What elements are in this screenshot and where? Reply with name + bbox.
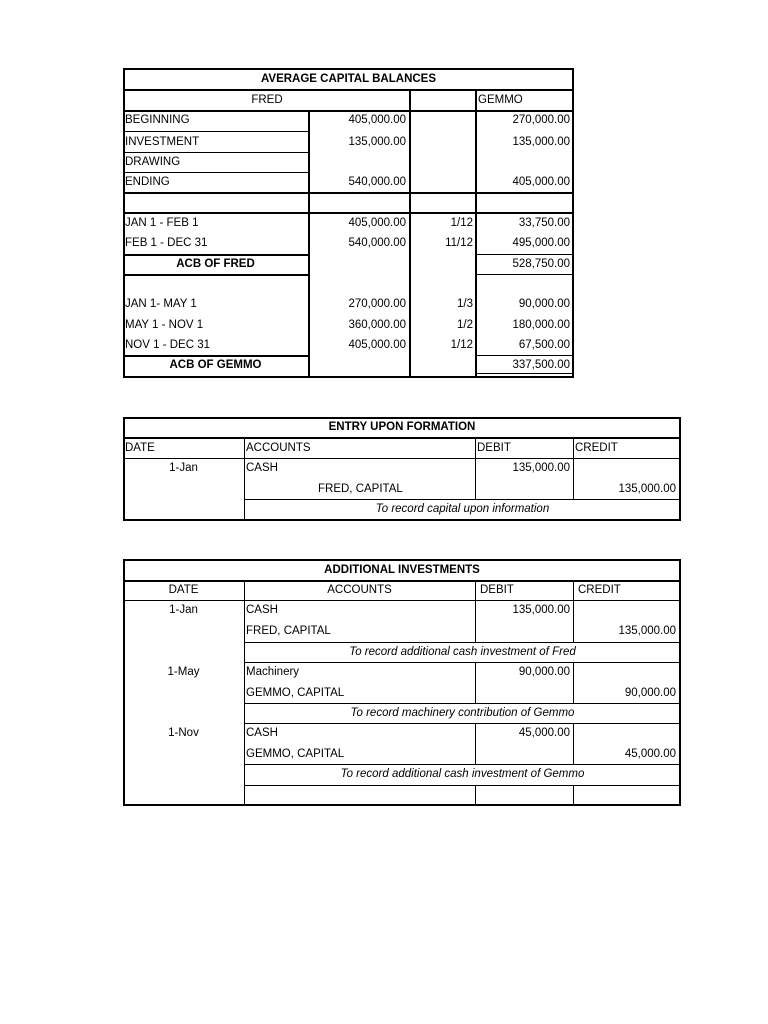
- entry-date: 1-Jan: [169, 604, 198, 616]
- gemmo-period: JAN 1- MAY 1: [125, 298, 197, 310]
- acb-row-fred: [312, 152, 406, 172]
- acb-gemmo-total-label: ACB OF GEMMO: [169, 359, 262, 371]
- acb-row-fred: 405,000.00: [348, 114, 406, 126]
- acb-row-gemmo: 405,000.00: [512, 176, 570, 188]
- additional-header-debit: DEBIT: [480, 584, 514, 596]
- gemmo-period-amount: 405,000.00: [348, 339, 406, 351]
- entry-memo: To record additional cash investment of Fred: [349, 646, 576, 658]
- formation-debit-amount: 135,000.00: [512, 462, 570, 474]
- entry-date: 1-May: [167, 666, 200, 678]
- entry-credit-amount: 90,000.00: [624, 687, 676, 699]
- gemmo-period-fraction: 1/2: [457, 319, 473, 331]
- gemmo-period-fraction: 1/12: [450, 339, 473, 351]
- gemmo-period-fraction: 1/3: [457, 298, 473, 310]
- fred-period-amount: 405,000.00: [348, 217, 406, 229]
- acb-row-label: DRAWING: [125, 156, 181, 168]
- formation-credit-amount: 135,000.00: [618, 483, 676, 495]
- fred-period-amount: 540,000.00: [348, 237, 406, 249]
- entry-debit-amount: 135,000.00: [512, 604, 570, 616]
- formation-debit-account: CASH: [246, 462, 278, 474]
- gemmo-period: NOV 1 - DEC 31: [125, 339, 210, 351]
- gemmo-period: MAY 1 - NOV 1: [125, 319, 204, 331]
- additional-title: ADDITIONAL INVESTMENTS: [324, 564, 480, 576]
- formation-header-accounts: ACCOUNTS: [246, 442, 311, 454]
- entry-credit-amount: 135,000.00: [618, 625, 676, 637]
- additional-header-date: DATE: [168, 584, 199, 596]
- fred-period: FEB 1 - DEC 31: [125, 237, 208, 249]
- acb-row-gemmo: 270,000.00: [512, 114, 570, 126]
- gemmo-period-weighted: 90,000.00: [518, 298, 570, 310]
- entry-credit-amount: 45,000.00: [624, 748, 676, 760]
- acb-row-gemmo: 135,000.00: [512, 136, 570, 148]
- entry-memo: To record machinery contribution of Gemmo: [350, 707, 575, 719]
- acb-row-label: ENDING: [125, 176, 170, 188]
- gemmo-period-amount: 270,000.00: [348, 298, 406, 310]
- formation-header-credit: CREDIT: [575, 442, 618, 454]
- entry-credit-account: GEMMO, CAPITAL: [246, 748, 345, 760]
- entry-debit-amount: 90,000.00: [518, 666, 570, 678]
- entry-credit-account: GEMMO, CAPITAL: [246, 687, 345, 699]
- fred-period-fraction: 1/12: [450, 217, 473, 229]
- acb-header-gemmo: GEMMO: [478, 94, 523, 106]
- entry-credit-account: FRED, CAPITAL: [246, 625, 331, 637]
- entry-date: 1-Nov: [168, 727, 199, 739]
- acb-row-label: INVESTMENT: [125, 136, 200, 148]
- acb-row-label: BEGINNING: [125, 114, 190, 126]
- fred-period-weighted: 495,000.00: [512, 237, 570, 249]
- acb-row-gemmo: [478, 152, 570, 172]
- acb-row-fred: 540,000.00: [348, 176, 406, 188]
- formation-memo: To record capital upon information: [375, 503, 550, 515]
- acb-gemmo-total: 337,500.00: [512, 359, 570, 371]
- acb-row-fred: 135,000.00: [348, 136, 406, 148]
- acb-fred-total: 528,750.00: [512, 258, 570, 270]
- additional-header-accounts: ACCOUNTS: [327, 584, 392, 596]
- gemmo-period-weighted: 180,000.00: [512, 319, 570, 331]
- formation-date: 1-Jan: [169, 462, 198, 474]
- formation-title: ENTRY UPON FORMATION: [328, 421, 476, 433]
- gemmo-period-weighted: 67,500.00: [518, 339, 570, 351]
- entry-memo: To record additional cash investment of Gemmo: [340, 768, 585, 780]
- formation-header-debit: DEBIT: [477, 442, 511, 454]
- additional-header-credit: CREDIT: [578, 584, 621, 596]
- entry-debit-account: CASH: [246, 727, 278, 739]
- fred-period-fraction: 11/12: [445, 237, 473, 249]
- entry-debit-account: Machinery: [246, 666, 300, 678]
- formation-credit-account: FRED, CAPITAL: [318, 483, 403, 495]
- gemmo-period-amount: 360,000.00: [348, 319, 406, 331]
- acb-header-fred: FRED: [251, 94, 283, 106]
- entry-debit-account: CASH: [246, 604, 278, 616]
- entry-debit-amount: 45,000.00: [518, 727, 570, 739]
- formation-header-date: DATE: [125, 442, 155, 454]
- fred-period-weighted: 33,750.00: [518, 217, 570, 229]
- acb-fred-total-label: ACB OF FRED: [176, 258, 255, 270]
- fred-period: JAN 1 - FEB 1: [125, 217, 199, 229]
- acb-title: AVERAGE CAPITAL BALANCES: [260, 73, 437, 85]
